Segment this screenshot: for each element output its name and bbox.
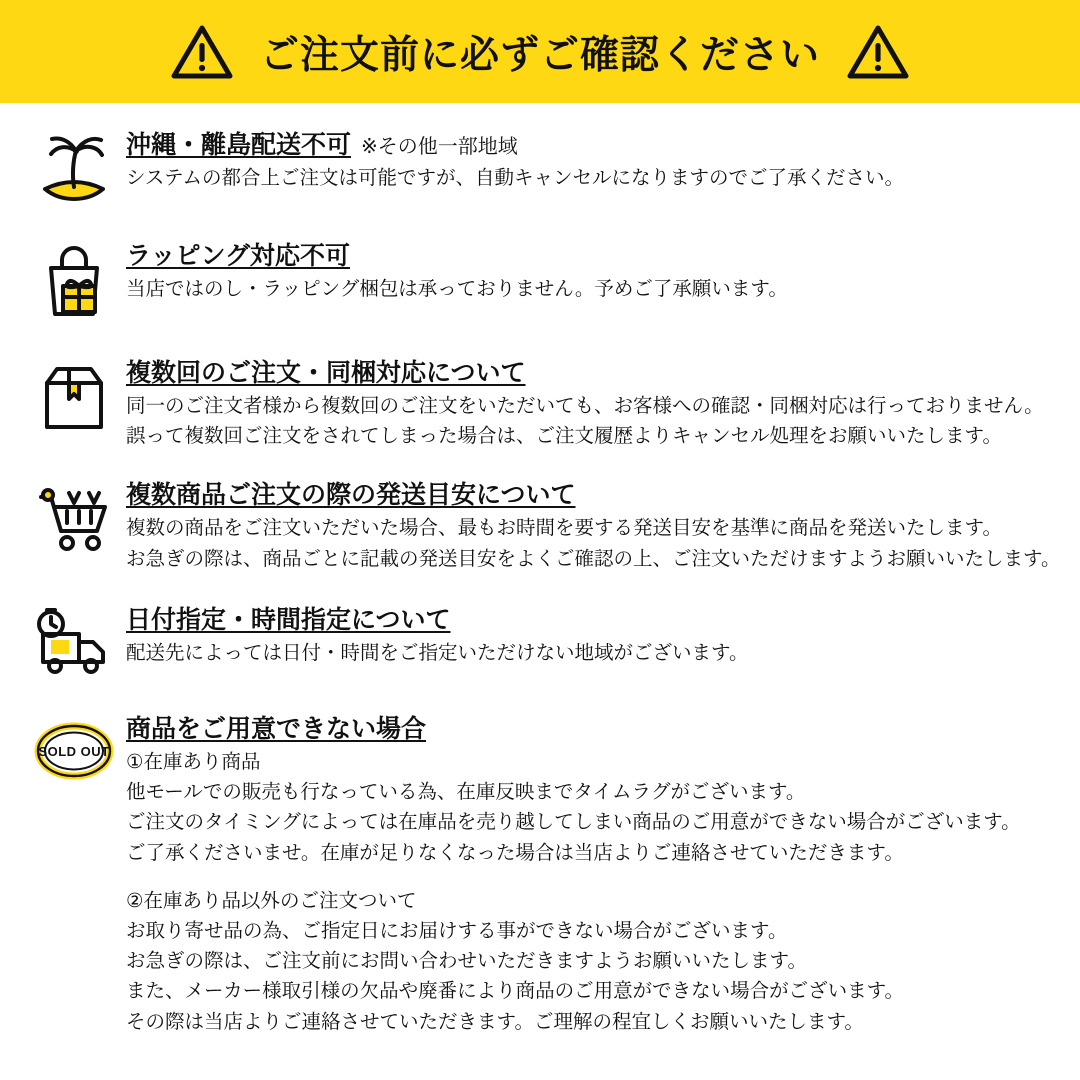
section-body-line: ご了承くださいませ。在庫が足りなくなった場合は当店よりご連絡させていただきます。 (126, 841, 904, 864)
section-body-line: お急ぎの際は、ご注文前にお問い合わせいただきますようお願いいたします。 (126, 950, 807, 973)
section-body-line: お急ぎの際は、商品ごとに記載の発送目安をよくご確認の上、ご注文いただけますようお願いいたします。 (126, 547, 1061, 570)
icon-cell (26, 600, 122, 683)
sold-out-stamp-icon (31, 715, 117, 792)
notice-section-shipping-estimate (0, 475, 1080, 573)
section-heading (126, 709, 1058, 745)
section-title: ラッピング対応不可 (126, 242, 351, 270)
icon-cell (26, 709, 122, 792)
sold-out-label: SOLD OUT (38, 743, 110, 759)
section-title: 日付指定・時間指定について (126, 605, 451, 634)
notice-section-out-of-stock (0, 709, 1080, 1037)
section-body-line: 同一のご注文者様から複数回のご注文をいただいても、お客様への確認・同梱対応は行っておりません。 (126, 395, 1044, 417)
section-title: 沖縄・離島配送不可 (126, 131, 352, 159)
section-body-group-2 (126, 886, 1058, 1037)
notice-sections (0, 103, 1080, 1037)
section-heading (126, 236, 1058, 272)
section-text (122, 475, 1060, 573)
section-title: 商品をご用意できない場合 (126, 714, 427, 743)
cardboard-box-icon (33, 359, 115, 440)
warning-triangle-icon (846, 23, 910, 81)
section-body-line: ①在庫あり商品 (126, 750, 261, 773)
section-text (122, 600, 1058, 668)
section-body-line: 当店ではのし・ラッピング梱包は承っておりません。予めご了承願います。 (126, 278, 788, 300)
section-body-line: 複数の商品をご注文いただいた場合、最もお時間を要する発送目安を基準に商品を発送いたします。 (126, 517, 1002, 540)
section-text (122, 709, 1058, 1037)
section-body-line: その際は当店よりご連絡させていただきます。ご理解の程宜しくお願いいたします。 (126, 1010, 864, 1033)
section-title: 複数回のご注文・同梱対応について (126, 359, 526, 387)
icon-cell (26, 125, 122, 210)
section-body-line: お取り寄せ品の為、ご指定日にお届けする事ができない場合がございます。 (126, 919, 788, 942)
icon-cell (26, 353, 122, 440)
section-body-line: ②在庫あり品以外のご注文ついて (126, 889, 417, 912)
island-palm-icon (33, 131, 115, 210)
section-body-line: システムの都合上ご注文は可能ですが、自動キャンセルになりますのでご了承ください。 (126, 167, 905, 189)
section-text (122, 236, 1058, 304)
notice-section-no-gift-wrap (0, 236, 1080, 327)
section-body-line: 他モールでの販売も行なっている為、在庫反映までタイムラグがございます。 (126, 781, 806, 804)
page-title: ご注文前に必ずご確認ください (259, 33, 820, 77)
section-body-line: 誤って複数回ご注文をされてしまった場合は、ご注文履歴よりキャンセル処理をお願いいたします。 (126, 425, 1002, 448)
icon-cell (26, 236, 122, 327)
section-text (122, 353, 1058, 451)
delivery-truck-clock-icon (29, 606, 119, 683)
section-heading (126, 353, 1058, 389)
warning-triangle-icon (170, 23, 234, 81)
section-text (122, 125, 1058, 193)
section-heading (126, 475, 1060, 511)
notice-section-date-time-designation (0, 600, 1080, 683)
section-body-line: 配送先によっては日付・時間をご指定いただけない地域がございます。 (126, 641, 749, 664)
notice-section-multiple-orders (0, 353, 1080, 451)
section-heading (126, 600, 1058, 636)
section-body-line: ご注文のタイミングによっては在庫品を売り越してしまい商品のご用意ができない場合がございます。 (126, 811, 1021, 834)
section-title: 複数商品ご注文の際の発送目安について (126, 481, 576, 510)
shopping-cart-icon (31, 481, 117, 560)
page-header (0, 0, 1080, 103)
gift-bag-icon (33, 242, 115, 327)
section-body-line: また、メーカー様取引様の欠品や廃番により商品のご用意ができない場合がございます。 (126, 980, 905, 1003)
section-subtitle: ※その他一部地域 (361, 136, 518, 158)
section-heading (126, 125, 1058, 161)
icon-cell (26, 475, 122, 560)
notice-section-shipping-exclusion (0, 125, 1080, 210)
